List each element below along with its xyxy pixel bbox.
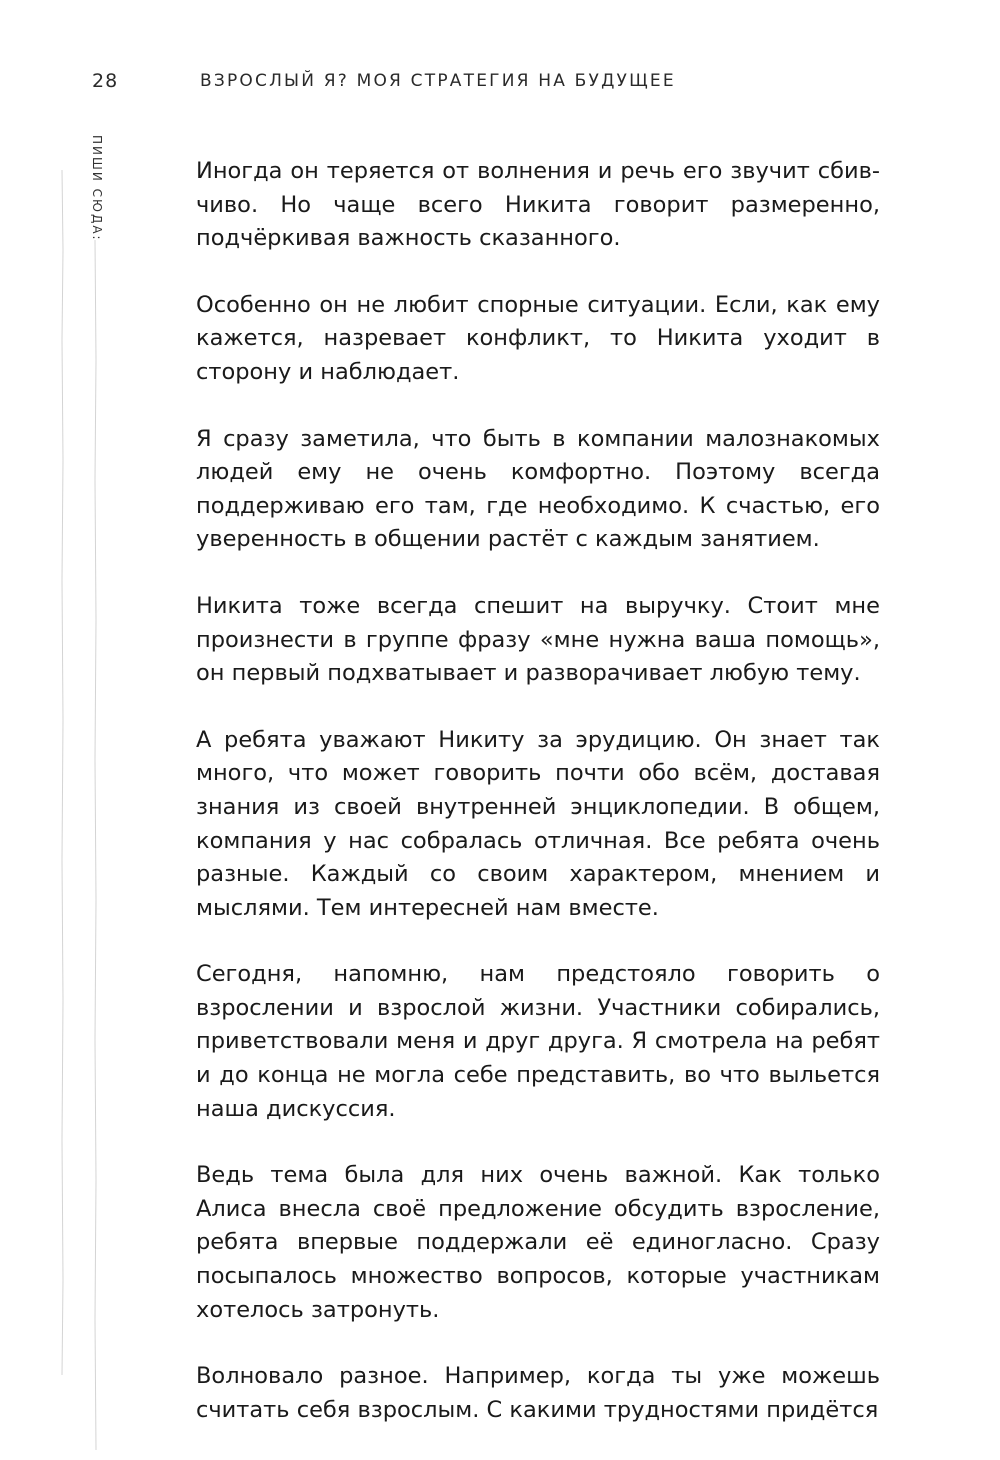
sidebar-label-text: ПИШИ СЮДА: (90, 135, 104, 242)
writing-line-right (95, 240, 96, 1450)
paragraph: Я сразу заметила, что быть в компании малознакомых людей ему не очень комфортно. Поэтому всегда поддерживаю его там, где необходимо. К счастью, его уверенность в общении растёт с каждым занятием. (196, 425, 880, 553)
paragraph: Сегодня, напомню, нам предстояло говорить о взрослении и взрослой жизни. Участники собирались, приветствовали меня и друг друга. Я смотрела на ребят и до конца не могла себе представить, во что выльется наша дискуссия. (196, 961, 880, 1122)
paragraph: Ведь тема была для них очень важной. Как только Алиса внесла своё предложение обсудить взросление, ребята впервые поддержали её единогласно. Сразу посыпалось множество вопросов, которые участникам хотелось затронуть. (196, 1162, 880, 1323)
main-text (196, 155, 880, 1460)
writing-lines-illustration (50, 160, 110, 1450)
page-number: 28 (92, 70, 119, 92)
writing-line-left (62, 170, 63, 1375)
running-title: ВЗРОСЛЫЙ Я? МОЯ СТРАТЕГИЯ НА БУДУЩЕЕ (200, 71, 676, 91)
paragraph: А ребята уважают Никиту за эрудицию. Он знает так много, что может говорить почти обо всём, доставая знания из своей внутренней энциклопедии. В общем, компания у нас собралась отличная. Все ребята очень разные. Каждый со своим характером, мнением и мыслями. Тем интересней нам вместе. (196, 726, 880, 921)
paragraph: Особенно он не любит спорные ситуации. Если, как ему кажется, назревает конфликт, то Никита уходит в сторону и наблюдает. (196, 291, 880, 385)
notes-writing-area (50, 160, 110, 1450)
paragraph: Никита тоже всегда спешит на выручку. Стоит мне произнести в группе фразу «мне нужна ваша помощь», он первый подхватывает и разворачивает любую тему. (196, 592, 880, 687)
page-header (92, 66, 940, 96)
paragraph: Иногда он теряется от волнения и речь его звучит сбивчиво. Но чаще всего Никита говорит размеренно, подчёркивая важность сказанного. (196, 158, 880, 252)
paragraph: Волновало разное. Например, когда ты уже можешь считать себя взрослым. С какими трудностями придётся (196, 1363, 880, 1423)
